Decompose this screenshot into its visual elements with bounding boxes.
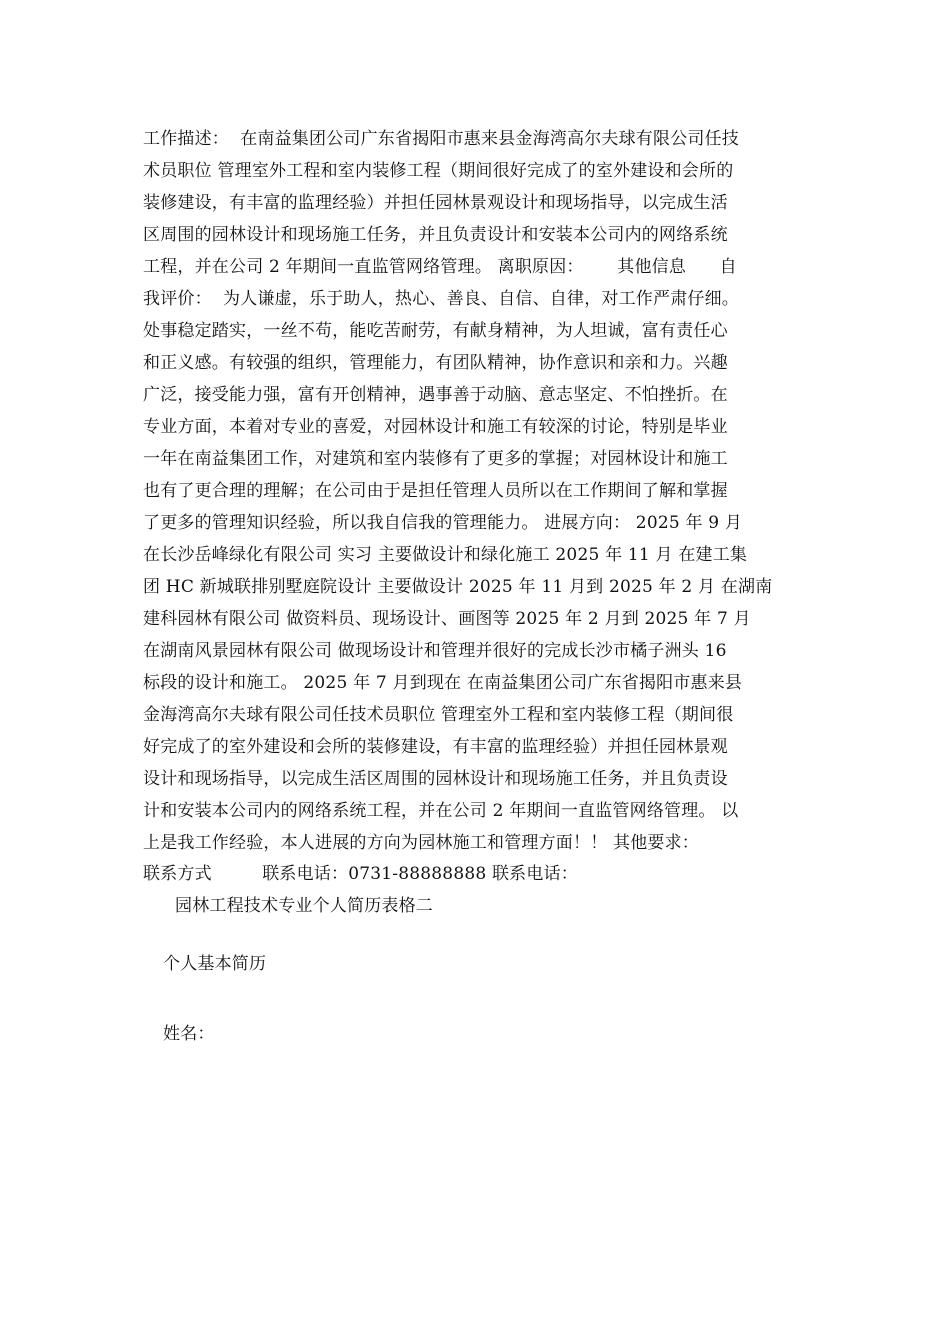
body-line: 专业方面，本着对专业的喜爱，对园林设计和施工有较深的讨论，特别是毕业: [143, 417, 728, 437]
body-line: 好完成了的室外建设和会所的装修建设，有丰富的监理经验）并担任园林景观: [143, 737, 728, 757]
body-line: 术员职位 管理室外工程和室内装修工程（期间很好完成了的室外建设和会所的: [143, 161, 734, 181]
body-line: 和正义感。有较强的组织，管理能力，有团队精神，协作意识和亲和力。兴趣: [143, 353, 728, 373]
body-line: 上是我工作经验，本人进展的方向为园林施工和管理方面！！ 其他要求：: [143, 833, 700, 853]
body-line: 在长沙岳峰绿化有限公司 实习 主要做设计和绿化施工 2025 年 11 月 在建工集: [143, 545, 748, 565]
body-line: 了更多的管理知识经验，所以我自信我的管理能力。 进展方向： 2025 年 9 月: [143, 513, 743, 533]
body-line: 计和安装本公司内的网络系统工程，并在公司 2 年期间一直监管网络管理。 以: [143, 801, 739, 821]
name-label: 姓名：: [163, 1024, 215, 1044]
body-line: 工程，并在公司 2 年期间一直监管网络管理。 离职原因： 其他信息 自: [143, 257, 737, 277]
body-line: 装修建设，有丰富的监理经验）并担任园林景观设计和现场指导，以完成生活: [143, 193, 728, 213]
body-line: 金海湾高尔夫球有限公司任技术员职位 管理室外工程和室内装修工程（期间很: [143, 705, 734, 725]
body-line: 工作描述： 在南益集团公司广东省揭阳市惠来县金海湾高尔夫球有限公司任技: [143, 129, 740, 149]
body-line: 团 HC 新城联排别墅庭院设计 主要做设计 2025 年 11 月到 2025 年 2 月 在湖南: [143, 577, 773, 597]
body-line: 处事稳定踏实，一丝不苟，能吃苦耐劳，有献身精神，为人坦诚，富有责任心: [143, 321, 728, 341]
body-line: 区周围的园林设计和现场施工任务，并且负责设计和安装本公司内的网络系统: [143, 225, 728, 245]
body-line: 设计和现场指导，以完成生活区周围的园林设计和现场施工任务，并且负责设: [143, 769, 728, 789]
body-line: 也有了更合理的理解；在公司由于是担任管理人员所以在工作期间了解和掌握: [143, 481, 728, 501]
body-line: 广泛，接受能力强，富有开创精神，遇事善于动脑、意志坚定、不怕挫折。在: [143, 385, 728, 405]
subheading: 个人基本简历: [163, 954, 267, 974]
body-line: 建科园林有限公司 做资料员、现场设计、画图等 2025 年 2 月到 2025 年 7 月: [143, 609, 751, 629]
section-title: 园林工程技术专业个人简历表格二: [175, 896, 433, 916]
body-line: 我评价： 为人谦虚，乐于助人，热心、善良、自信、自律，对工作严肃仔细。: [143, 289, 740, 309]
body-line: 标段的设计和施工。 2025 年 7 月到现在 在南益集团公司广东省揭阳市惠来县: [143, 673, 743, 693]
body-line: 在湖南风景园林有限公司 做现场设计和管理并很好的完成长沙市橘子洲头 16: [143, 641, 727, 661]
contact-line: 联系方式 联系电话：0731-88888888 联系电话：: [143, 864, 578, 884]
body-line: 一年在南益集团工作，对建筑和室内装修有了更多的掌握；对园林设计和施工: [143, 449, 728, 469]
